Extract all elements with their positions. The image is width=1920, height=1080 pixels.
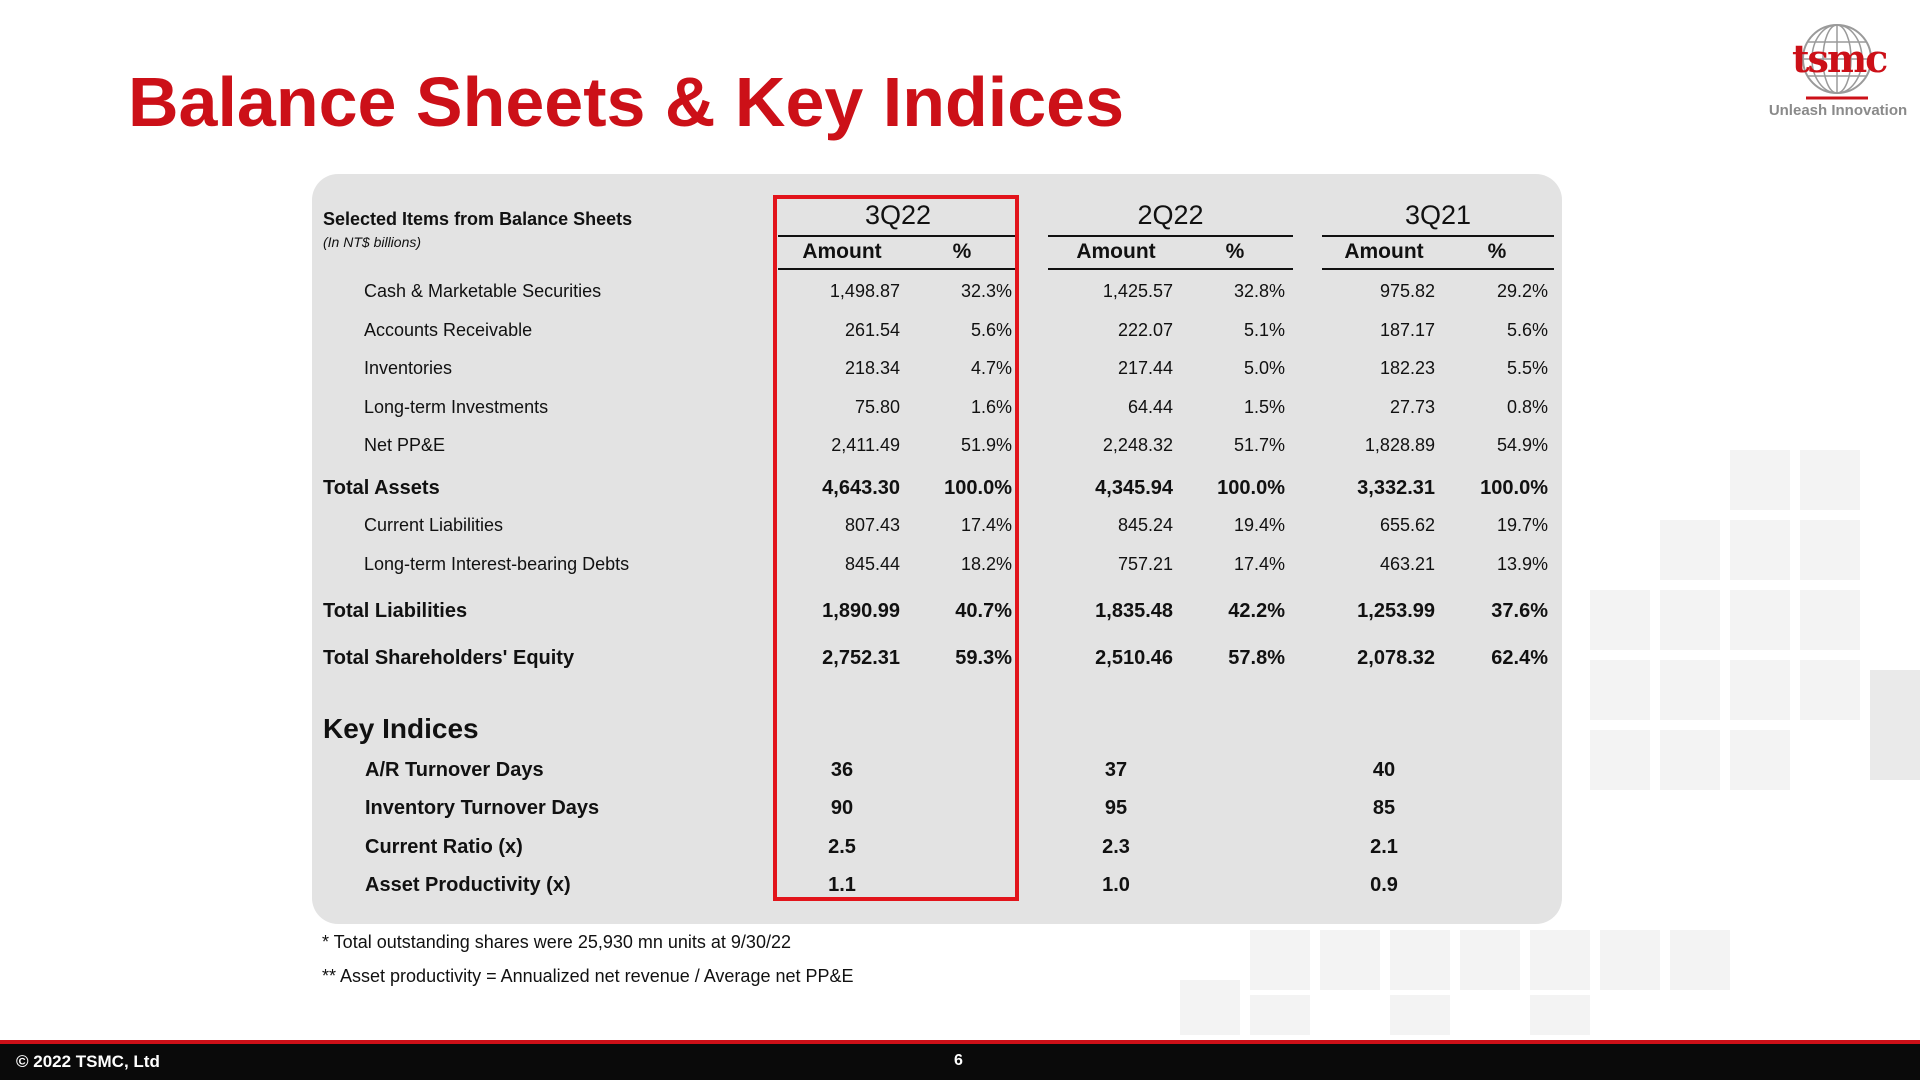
percent-value: 59.3%: [955, 647, 1012, 669]
percent-value: 29.2%: [1496, 281, 1548, 301]
key-index-value: 37: [1104, 759, 1128, 781]
row-label: Total Assets: [323, 477, 440, 499]
percent-value: 51.9%: [960, 435, 1012, 455]
section-subtitle: (In NT$ billions): [323, 234, 422, 250]
footnote-asset-productivity: ** Asset productivity = Annualized net revenue / Average net PP&E: [322, 966, 854, 986]
amount-value: 1,425.57: [1102, 281, 1173, 301]
col-header-percent: %: [1225, 240, 1245, 263]
row-label: Total Shareholders' Equity: [323, 647, 575, 669]
section-title: Selected Items from Balance Sheets: [323, 209, 633, 229]
percent-value: 100.0%: [944, 477, 1012, 499]
logo-wordmark: tsmc: [1792, 36, 1887, 81]
percent-value: 100.0%: [1480, 477, 1548, 499]
row-label: Long-term Investments: [364, 397, 549, 417]
amount-value: 4,643.30: [822, 477, 900, 499]
percent-value: 13.9%: [1496, 554, 1548, 574]
percent-value: 1.6%: [970, 397, 1012, 417]
key-index-value: 36: [830, 759, 854, 781]
percent-value: 5.6%: [970, 320, 1012, 340]
logo-tagline: Unleash Innovation: [1768, 102, 1908, 119]
key-index-value: 2.1: [1370, 836, 1398, 858]
percent-value: 42.2%: [1228, 600, 1285, 622]
percent-value: 54.9%: [1496, 435, 1548, 455]
percent-value: 17.4%: [960, 515, 1012, 535]
amount-value: 2,752.31: [822, 647, 900, 669]
column-header-underline: [1322, 268, 1554, 270]
amount-value: 845.24: [1117, 515, 1173, 535]
percent-value: 5.1%: [1243, 320, 1285, 340]
row-label: Long-term Interest-bearing Debts: [364, 554, 630, 574]
amount-value: 463.21: [1379, 554, 1435, 574]
amount-value: 218.34: [844, 358, 900, 378]
footnote-shares: * Total outstanding shares were 25,930 mn units at 9/30/22: [322, 932, 791, 952]
row-label: Current Liabilities: [364, 515, 504, 535]
key-index-value: 85: [1372, 797, 1396, 819]
amount-value: 182.23: [1379, 358, 1435, 378]
key-index-value: 95: [1104, 797, 1128, 819]
percent-value: 19.7%: [1496, 515, 1548, 535]
key-index-value: 90: [830, 797, 854, 819]
page-number: 6: [954, 1052, 963, 1069]
period-header-2q22: 2Q22: [1137, 200, 1204, 230]
key-index-label: A/R Turnover Days: [365, 759, 544, 781]
amount-value: 655.62: [1379, 515, 1435, 535]
slide-title: Balance Sheets & Key Indices: [128, 63, 1124, 141]
amount-value: 2,411.49: [831, 435, 900, 455]
amount-value: 757.21: [1117, 554, 1173, 574]
key-index-value: 2.3: [1102, 836, 1130, 858]
key-index-value: 40: [1372, 759, 1396, 781]
copyright-text: © 2022 TSMC, Ltd: [16, 1052, 160, 1071]
row-label: Net PP&E: [364, 435, 446, 455]
percent-value: 5.0%: [1243, 358, 1285, 378]
key-indices-title: Key Indices: [323, 713, 479, 744]
amount-value: 845.44: [844, 554, 900, 574]
col-header-amount: Amount: [1076, 240, 1156, 263]
percent-value: 18.2%: [960, 554, 1012, 574]
percent-value: 100.0%: [1217, 477, 1285, 499]
row-label: Cash & Marketable Securities: [364, 281, 602, 301]
amount-value: 3,332.31: [1357, 477, 1435, 499]
amount-value: 1,835.48: [1095, 600, 1173, 622]
amount-value: 64.44: [1127, 397, 1173, 417]
amount-value: 2,078.32: [1357, 647, 1435, 669]
percent-value: 1.5%: [1243, 397, 1285, 417]
period-underline: [1048, 235, 1293, 237]
col-header-percent: %: [1487, 240, 1507, 263]
amount-value: 27.73: [1389, 397, 1435, 417]
row-label: Accounts Receivable: [364, 320, 533, 340]
period-header-3q22: 3Q22: [864, 200, 932, 230]
key-index-value: 1.0: [1102, 874, 1130, 896]
col-header-amount: Amount: [1344, 240, 1424, 263]
percent-value: 40.7%: [955, 600, 1012, 622]
amount-value: 1,828.89: [1364, 435, 1435, 455]
percent-value: 4.7%: [970, 358, 1012, 378]
key-index-value: 1.1: [828, 874, 856, 896]
percent-value: 19.4%: [1233, 515, 1285, 535]
amount-value: 1,498.87: [829, 281, 900, 301]
amount-value: 222.07: [1117, 320, 1173, 340]
key-index-value: 2.5: [828, 836, 856, 858]
tsmc-logo: [1756, 14, 1920, 124]
percent-value: 0.8%: [1506, 397, 1548, 417]
amount-value: 261.54: [844, 320, 900, 340]
amount-value: 217.44: [1117, 358, 1173, 378]
amount-value: 1,253.99: [1357, 600, 1435, 622]
column-header-underline: [1048, 268, 1293, 270]
amount-value: 1,890.99: [822, 600, 900, 622]
key-index-label: Inventory Turnover Days: [365, 797, 600, 819]
amount-value: 75.80: [854, 397, 900, 417]
key-index-label: Asset Productivity (x): [365, 874, 571, 896]
col-header-percent: %: [952, 240, 972, 263]
amount-value: 807.43: [844, 515, 900, 535]
period-header-3q21: 3Q21: [1404, 200, 1472, 230]
amount-value: 975.82: [1379, 281, 1435, 301]
row-label: Total Liabilities: [323, 600, 468, 622]
amount-value: 2,510.46: [1095, 647, 1173, 669]
period-underline: [1322, 235, 1554, 237]
percent-value: 32.8%: [1233, 281, 1285, 301]
amount-value: 2,248.32: [1102, 435, 1173, 455]
percent-value: 37.6%: [1491, 600, 1548, 622]
amount-value: 187.17: [1379, 320, 1435, 340]
percent-value: 17.4%: [1233, 554, 1285, 574]
percent-value: 51.7%: [1233, 435, 1285, 455]
col-header-amount: Amount: [802, 240, 882, 263]
percent-value: 5.5%: [1506, 358, 1548, 378]
percent-value: 32.3%: [960, 281, 1012, 301]
key-index-label: Current Ratio (x): [365, 836, 523, 858]
percent-value: 57.8%: [1228, 647, 1285, 669]
percent-value: 5.6%: [1506, 320, 1548, 340]
current-quarter-highlight: [773, 195, 1019, 901]
percent-value: 62.4%: [1491, 647, 1548, 669]
amount-value: 4,345.94: [1095, 477, 1173, 499]
key-index-value: 0.9: [1370, 874, 1398, 896]
row-label: Inventories: [364, 358, 453, 378]
